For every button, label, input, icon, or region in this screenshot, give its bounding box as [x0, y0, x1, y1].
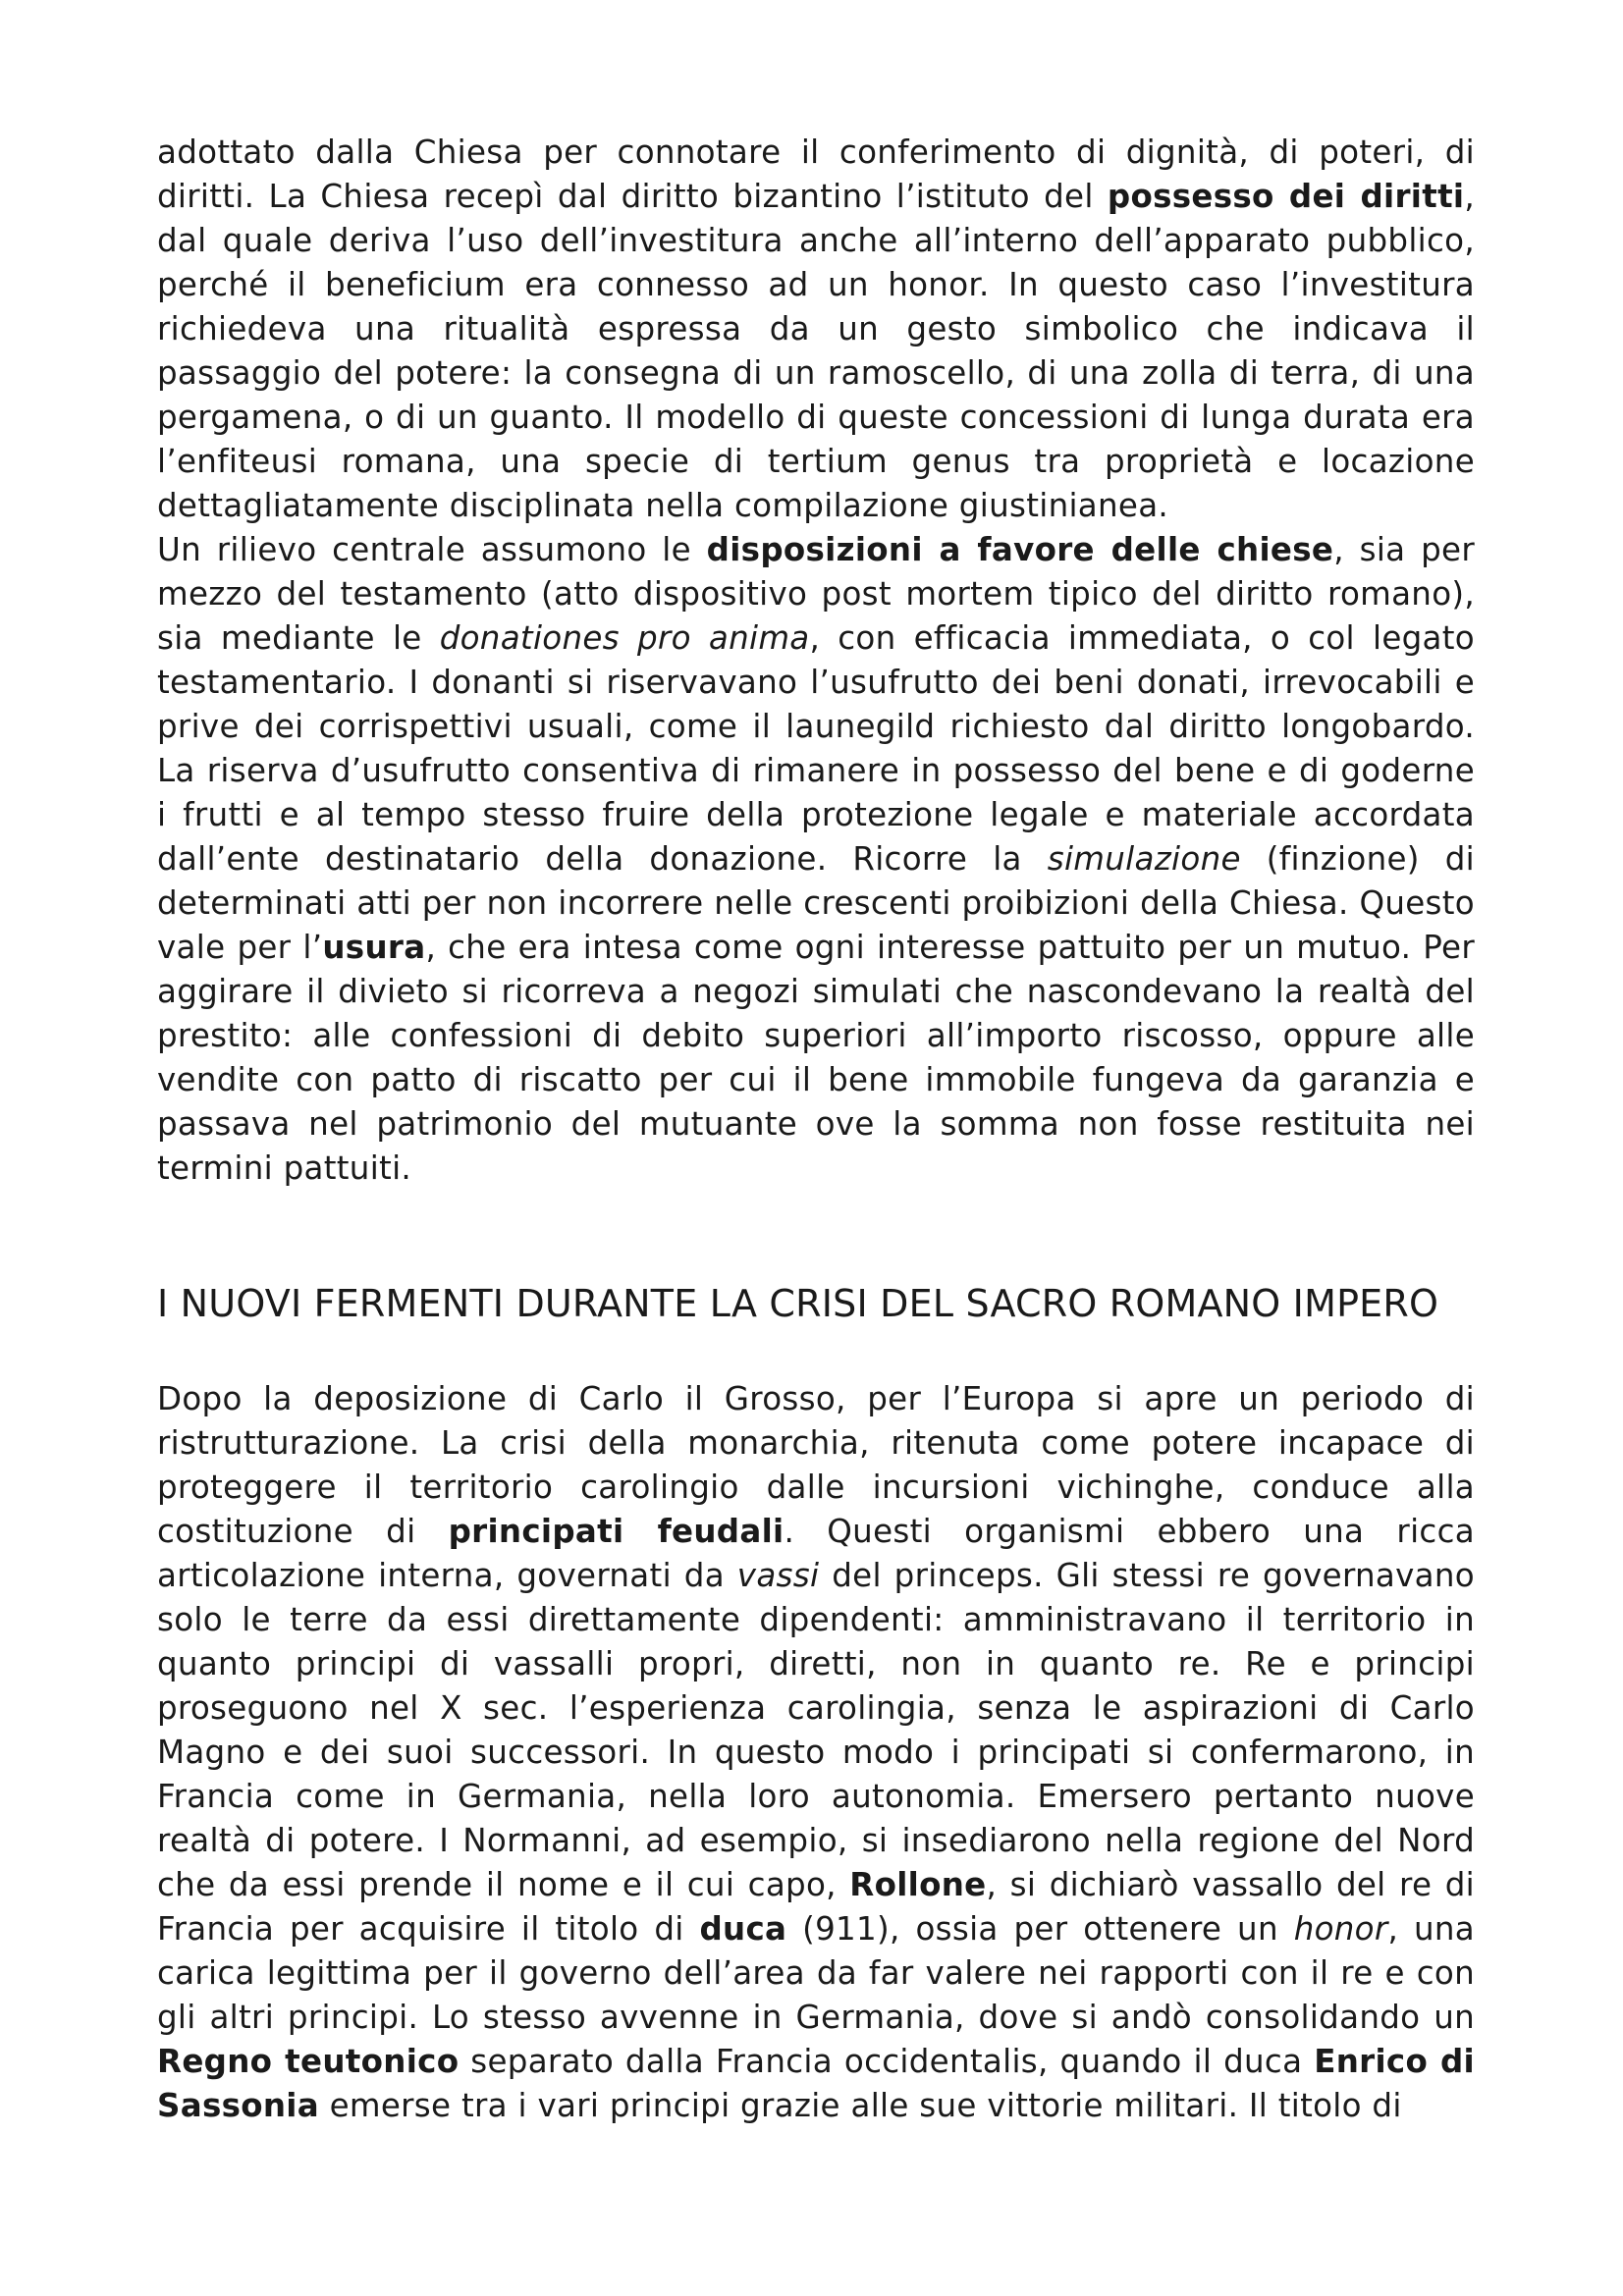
text-run: , sia per mezzo del testamento (atto dispositivo post mortem tipico del diritto romano), sia mediante le: [157, 531, 1476, 657]
text-run: , con efficacia immediata, o col legato testamentario. I donanti si riservavano l’usufrutto dei beni donati, irrevocabili e prive dei corrispettivi usuali, come il launegild richiesto dal diritto longobardo. La riserva d’usufrutto consentiva di rimanere in possesso del bene e di goderne i frutti e al tempo stesso fruire della protezione legale e materiale accordata dall’ente destinatario della donazione. Ricorre la: [157, 619, 1475, 878]
bold-term: disposizioni a favore delle chiese: [706, 531, 1334, 568]
bold-term: principati feudali: [448, 1513, 784, 1550]
bold-term: possesso dei diritti: [1107, 178, 1465, 215]
text-run: Dopo la deposizione di Carlo il Grosso, per l’Europa si apre un periodo di ristrutturazione. La crisi della monarchia, ritenuta come potere incapace di proteggere il territorio carolingio dalle incursioni vichinghe, conduce alla costituzione di: [157, 1380, 1475, 1550]
text-run: separato dalla Francia occidentalis, quando il duca: [459, 2043, 1315, 2080]
text-run: (911), ossia per ottenere un: [786, 1910, 1294, 1948]
text-run: , dal quale deriva l’uso dell’investitura anche all’interno dell’apparato pubblico, perché il beneficium era connesso ad un honor. In questo caso l’investitura richiedeva una ritualità espressa da un gesto simbolico che indicava il passaggio del potere: la consegna di un ramoscello, di una zolla di terra, di una pergamena, o di un guanto. Il modello di queste concessioni di lunga durata era l’enfiteusi romana, una specie di tertium genus tra proprietà e locazione dettagliatamente disciplinata nella compilazione giustinianea.: [157, 178, 1476, 524]
section-spacer: [157, 1191, 1475, 1279]
bold-term: usura: [322, 929, 426, 966]
text-run: Un rilievo centrale assumono le: [157, 531, 707, 568]
paragraph-investitura: [157, 131, 1475, 528]
paragraph-nuovi-fermenti: [157, 1377, 1475, 2128]
text-run: adottato dalla Chiesa per connotare il conferimento di dignità, di poteri, di diritti. La Chiesa recepì dal diritto bizantino l’istituto del: [157, 133, 1475, 215]
text-run: . Questi organismi ebbero una ricca articolazione interna, governati da: [157, 1513, 1475, 1594]
section-heading: I NUOVI FERMENTI DURANTE LA CRISI DEL SACRO ROMANO IMPERO: [157, 1282, 1439, 1325]
italic-term: donationes pro anima: [439, 619, 810, 657]
bold-term: Regno teutonico: [157, 2043, 460, 2080]
italic-term: simulazione: [1047, 840, 1241, 878]
text-run: , si dichiarò vassallo del re di Francia per acquisire il titolo di: [157, 1866, 1475, 1948]
bold-term: Rollone: [849, 1866, 987, 1903]
italic-term: vassi: [736, 1557, 820, 1594]
text-run: del princeps. Gli stessi re governavano solo le terre da essi direttamente dipendenti: amministravano il territorio in quanto principi di vassalli propri, diretti, non in quanto re. Re e principi proseguono nel X sec. l’esperienza carolingia, senza le aspirazioni di Carlo Magno e dei suoi successori. In questo modo i principati si confermarono, in Francia come in Germania, nella loro autonomia. Emersero pertanto nuove realtà di potere. I Normanni, ad esempio, si insediarono nella regione del Nord che da essi prende il nome e il cui capo,: [157, 1557, 1475, 1903]
text-run: , una carica legittima per il governo dell’area da far valere nei rapporti con il re e con gli altri principi. Lo stesso avvenne in Germania, dove si andò consolidando un: [157, 1910, 1476, 2036]
text-run: emerse tra i vari principi grazie alle sue vittorie militari. Il titolo di: [318, 2087, 1402, 2124]
bold-term: duca: [699, 1910, 787, 1948]
text-run: (finzione) di determinati atti per non incorrere nelle crescenti proibizioni della Chiesa. Questo vale per l’: [157, 840, 1475, 966]
text-run: , che era intesa come ogni interesse pattuito per un mutuo. Per aggirare il divieto si ricorreva a negozi simulati che nascondevano la realtà del prestito: alle confessioni di debito superiori all’importo riscosso, oppure alle vendite con patto di riscatto per cui il bene immobile fungeva da garanzia e passava nel patrimonio del mutuante ove la somma non fosse restituita nei termini pattuiti.: [157, 929, 1475, 1187]
page-content: [157, 131, 1475, 2128]
heading-spacer: [157, 1328, 1475, 1377]
bold-term: Enrico di Sassonia: [157, 2043, 1475, 2124]
italic-term: honor: [1293, 1910, 1388, 1948]
paragraph-disposizioni-chiese: [157, 528, 1475, 1191]
